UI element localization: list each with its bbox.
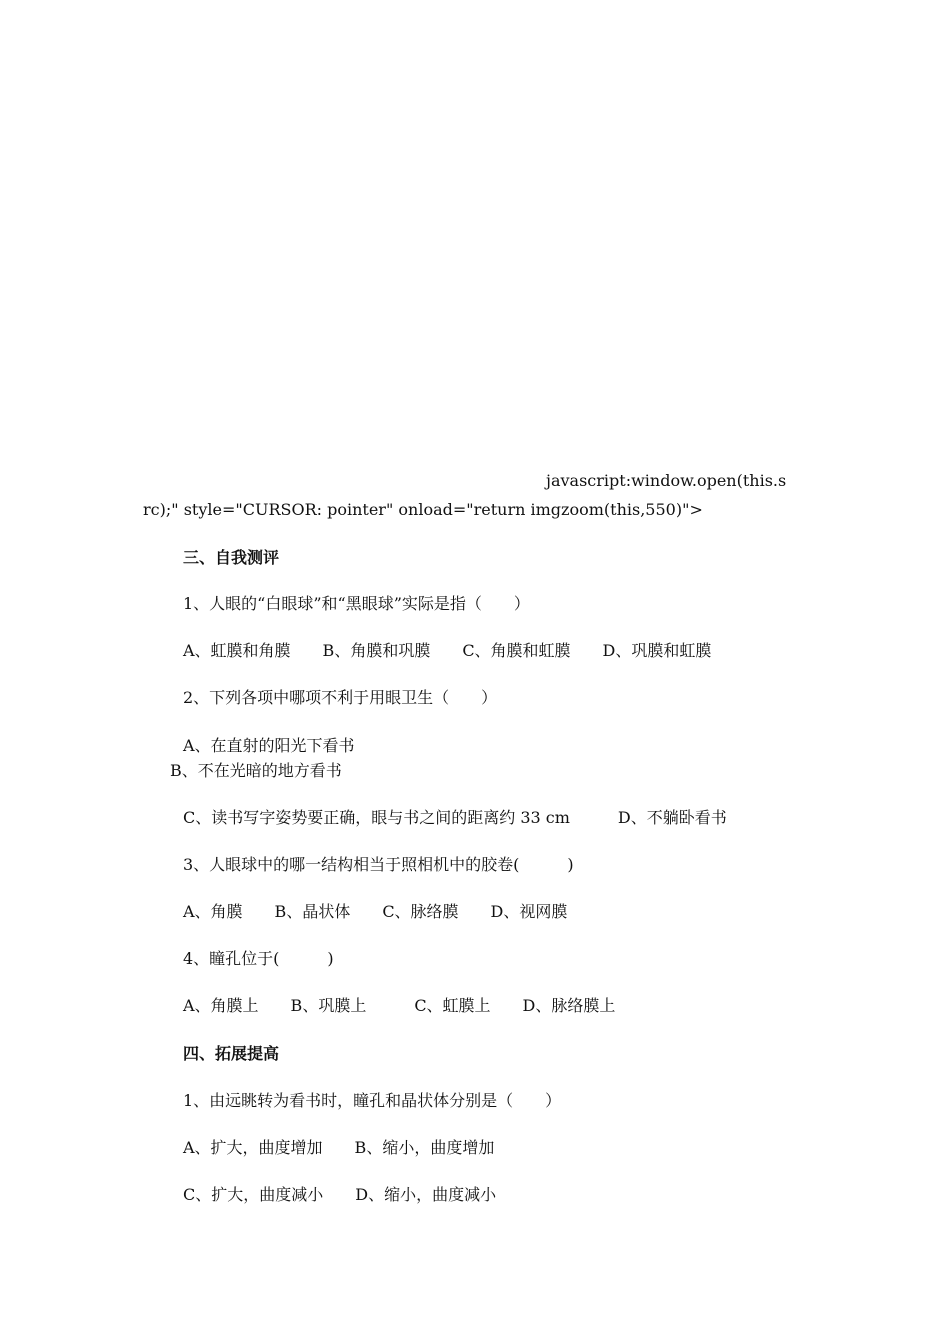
question-3-4-stem: 4、瞳孔位于( ) [183,949,334,968]
question-3-3-stem: 3、人眼球中的哪一结构相当于照相机中的胶卷( ) [183,855,574,874]
question-4-1-options-cd: C、扩大，曲度减小 D、缩小，曲度减小 [183,1185,497,1204]
broken-html-text-line-1: javascript:window.open(this.s [546,471,787,490]
section-3-heading: 三、自我测评 [183,548,280,567]
section-4-heading: 四、拓展提高 [183,1044,280,1063]
question-3-1-options: A、虹膜和角膜 B、角膜和巩膜 C、角膜和虹膜 D、巩膜和虹膜 [183,641,712,660]
broken-html-text-line-2: rc);" style="CURSOR: pointer" onload="return imgzoom(this,550)"> [143,500,703,519]
question-3-2-option-a: A、在直射的阳光下看书 [183,736,355,755]
question-3-2-option-b: B、不在光暗的地方看书 [170,761,342,780]
question-3-3-options: A、角膜 B、晶状体 C、脉络膜 D、视网膜 [183,902,568,921]
question-3-1-stem: 1、人眼的“白眼球”和“黑眼球”实际是指（ ） [183,594,530,613]
question-4-1-stem: 1、由远眺转为看书时，瞳孔和晶状体分别是（ ） [183,1091,562,1110]
question-3-2-stem: 2、下列各项中哪项不利于用眼卫生（ ） [183,688,498,707]
question-4-1-options-ab: A、扩大，曲度增加 B、缩小，曲度增加 [183,1138,495,1157]
question-3-4-options: A、角膜上 B、巩膜上 C、虹膜上 D、脉络膜上 [183,996,616,1015]
question-3-2-options-cd: C、读书写字姿势要正确，眼与书之间的距离约 33 cm D、不躺卧看书 [183,808,727,827]
